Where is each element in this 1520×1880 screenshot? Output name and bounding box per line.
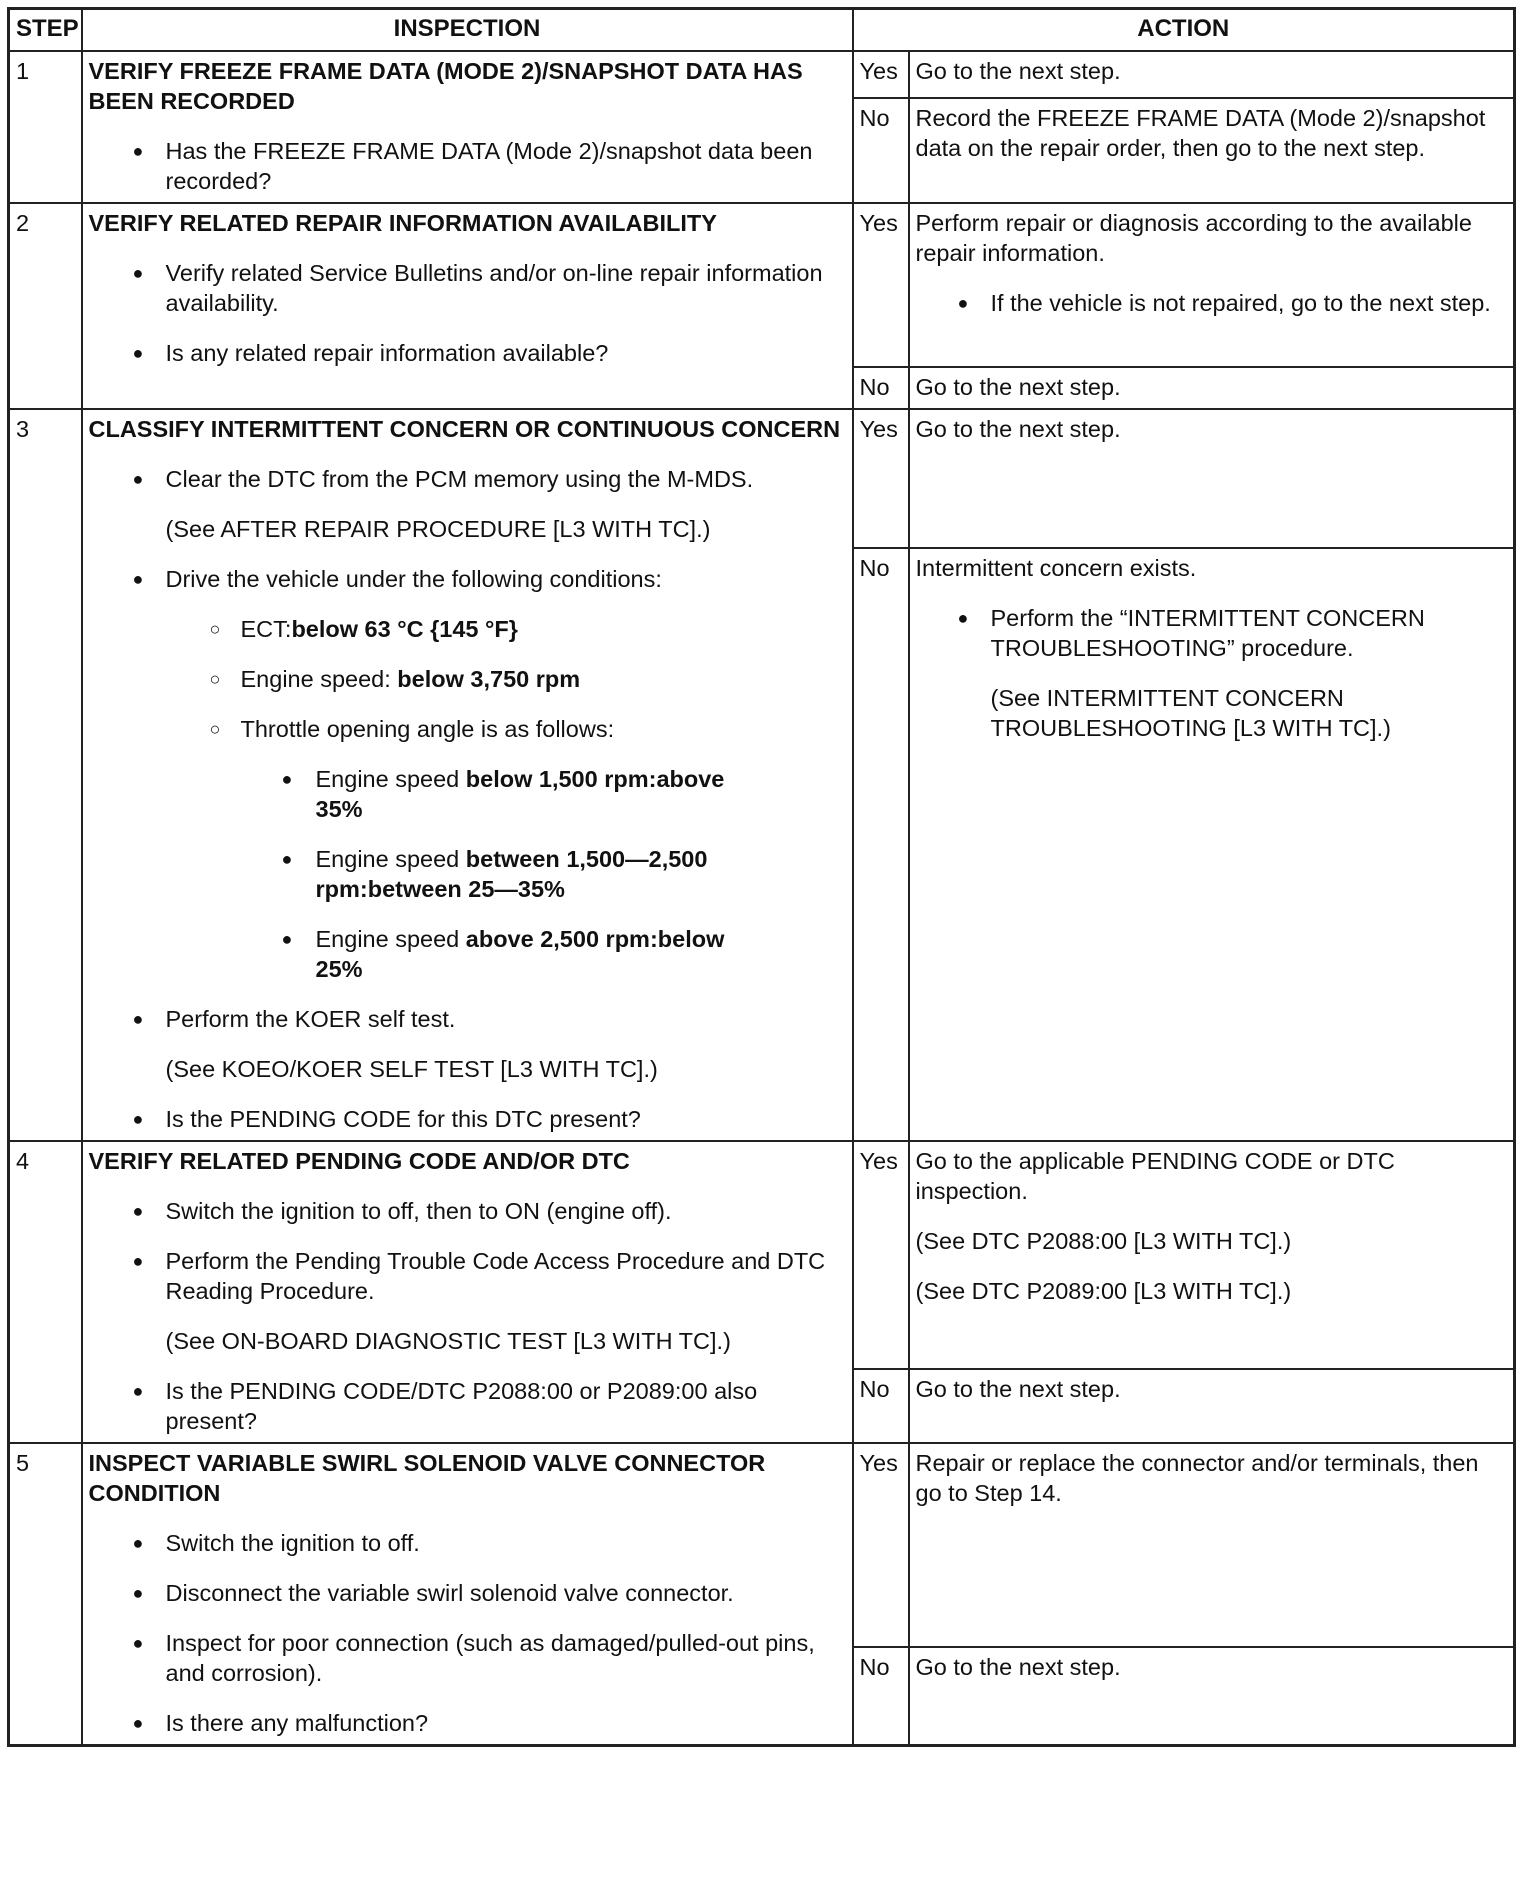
reference-note: (See INTERMITTENT CONCERN TROUBLESHOOTING [L3 WITH TC].) [990, 685, 1391, 741]
condition-item [89, 614, 846, 644]
no-label: No [853, 1647, 909, 1746]
step-4-yes-row [9, 1141, 1515, 1369]
step-inspection [82, 51, 853, 203]
action-text: Perform repair or diagnosis according to the available repair information. [915, 210, 1472, 266]
inspection-item: ● Switch the ignition to off, then to ON (engine off). [89, 1196, 846, 1226]
condition-label: ECT: [240, 616, 292, 642]
condition-value: below 63 °C {145 °F} [291, 616, 518, 642]
step-inspection [82, 203, 853, 409]
inspection-column-header: INSPECTION [82, 9, 853, 52]
condition-value: above 2,500 rpm:below 25% [315, 926, 725, 982]
no-action: Go to the next step. [909, 1647, 1515, 1746]
inspection-item: ● Has the FREEZE FRAME DATA (Mode 2)/snapshot data been recorded? [89, 136, 846, 196]
reference-note: (See AFTER REPAIR PROCEDURE [L3 WITH TC].) [165, 516, 711, 542]
condition-value: below 1,500 rpm:above 35% [315, 766, 725, 822]
step-number: 3 [9, 409, 82, 1141]
step-column-header: STEP [9, 9, 82, 52]
no-action [909, 548, 1515, 1141]
step-number: 5 [9, 1443, 82, 1746]
condition-item: ○ Throttle opening angle is as follows: [89, 714, 846, 744]
inspection-item: ● Clear the DTC from the PCM memory using the M-MDS. [89, 464, 846, 494]
step-title: CLASSIFY INTERMITTENT CONCERN OR CONTINUOUS CONCERN [88, 416, 841, 442]
reference-note: (See KOEO/KOER SELF TEST [L3 WITH TC].) [165, 1056, 658, 1082]
header-row [9, 9, 1515, 52]
throttle-condition [89, 844, 846, 904]
action-bullet: ● If the vehicle is not repaired, go to the next step. [916, 288, 1508, 318]
reference-note: (See ON-BOARD DIAGNOSTIC TEST [L3 WITH TC].) [165, 1328, 731, 1354]
condition-label: Engine speed [315, 846, 466, 872]
yes-label: Yes [853, 1141, 909, 1369]
yes-label: Yes [853, 409, 909, 548]
step-title: VERIFY FREEZE FRAME DATA (MODE 2)/SNAPSHOT DATA HAS BEEN RECORDED [88, 58, 803, 114]
inspection-item: ● Is any related repair information available? [89, 338, 846, 368]
yes-label: Yes [853, 51, 909, 98]
step-number: 2 [9, 203, 82, 409]
yes-action: Go to the next step. [909, 51, 1515, 98]
reference-note: (See DTC P2089:00 [L3 WITH TC].) [915, 1278, 1292, 1304]
inspection-item: ● Inspect for poor connection (such as damaged/pulled-out pins, and corrosion). [89, 1628, 846, 1688]
step-inspection [82, 1443, 853, 1746]
step-3-yes-row [9, 409, 1515, 548]
no-label: No [853, 1369, 909, 1443]
step-title: VERIFY RELATED PENDING CODE AND/OR DTC [88, 1148, 630, 1174]
action-text: Intermittent concern exists. [915, 555, 1197, 581]
step-number: 4 [9, 1141, 82, 1443]
throttle-condition [89, 764, 846, 824]
no-action: Record the FREEZE FRAME DATA (Mode 2)/snapshot data on the repair order, then go to the next step. [909, 98, 1515, 203]
inspection-item: ● Is the PENDING CODE/DTC P2088:00 or P2089:00 also present? [89, 1376, 846, 1436]
step-inspection [82, 409, 853, 1141]
no-label: No [853, 98, 909, 203]
step-5-yes-row [9, 1443, 1515, 1647]
throttle-condition [89, 924, 846, 984]
no-action: Go to the next step. [909, 1369, 1515, 1443]
condition-item [89, 664, 846, 694]
inspection-item: ● Perform the KOER self test. [89, 1004, 846, 1034]
condition-value: below 3,750 rpm [397, 666, 581, 692]
condition-label: Engine speed [315, 926, 466, 952]
step-number: 1 [9, 51, 82, 203]
yes-action: Repair or replace the connector and/or terminals, then go to Step 14. [909, 1443, 1515, 1647]
inspection-item: ● Verify related Service Bulletins and/or on-line repair information availability. [89, 258, 846, 318]
condition-value: between 1,500—2,500 rpm:between 25—35% [315, 846, 708, 902]
no-action: Go to the next step. [909, 367, 1515, 409]
yes-label: Yes [853, 203, 909, 367]
yes-label: Yes [853, 1443, 909, 1647]
yes-action: Go to the next step. [909, 409, 1515, 548]
step-2-yes-row [9, 203, 1515, 367]
diagnostic-procedure-table [7, 7, 1516, 1747]
action-bullet: ● Perform the “INTERMITTENT CONCERN TROUBLESHOOTING” procedure. [916, 603, 1508, 663]
inspection-item: ● Is there any malfunction? [89, 1708, 846, 1738]
step-inspection [82, 1141, 853, 1443]
no-label: No [853, 548, 909, 1141]
step-title: VERIFY RELATED REPAIR INFORMATION AVAILABILITY [88, 210, 717, 236]
inspection-item: ● Is the PENDING CODE for this DTC present? [89, 1104, 846, 1134]
step-title: INSPECT VARIABLE SWIRL SOLENOID VALVE CONNECTOR CONDITION [88, 1450, 766, 1506]
reference-note: (See DTC P2088:00 [L3 WITH TC].) [915, 1228, 1292, 1254]
inspection-item: ● Perform the Pending Trouble Code Access Procedure and DTC Reading Procedure. [89, 1246, 846, 1306]
action-text: Go to the applicable PENDING CODE or DTC inspection. [915, 1148, 1395, 1204]
step-1-yes-row [9, 51, 1515, 98]
inspection-item: ● Drive the vehicle under the following conditions: [89, 564, 846, 594]
condition-label: Engine speed [315, 766, 466, 792]
inspection-item: ● Switch the ignition to off. [89, 1528, 846, 1558]
no-label: No [853, 367, 909, 409]
action-column-header: ACTION [853, 9, 1515, 52]
condition-label: Engine speed: [240, 666, 398, 692]
yes-action [909, 1141, 1515, 1369]
inspection-item: ● Disconnect the variable swirl solenoid valve connector. [89, 1578, 846, 1608]
yes-action [909, 203, 1515, 367]
